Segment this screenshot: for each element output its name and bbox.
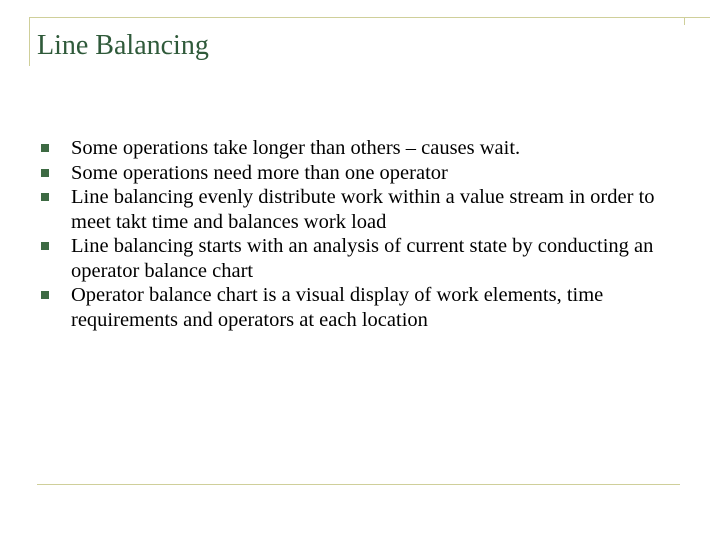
bullet-text: Operator balance chart is a visual display of work elements, time requirements and operators at each location: [71, 284, 604, 331]
bottom-border-line: [37, 484, 680, 485]
bullet-item: [38, 185, 678, 234]
square-bullet-icon: [41, 193, 49, 201]
right-border-tick: [684, 17, 685, 25]
bullet-item: [38, 161, 678, 186]
square-bullet-icon: [41, 242, 49, 250]
slide-title: Line Balancing: [37, 30, 209, 61]
top-border-line: [30, 17, 710, 18]
bullet-text: Some operations need more than one operator: [71, 161, 448, 184]
bullet-item: [38, 136, 678, 161]
bullet-item: [38, 283, 678, 332]
square-bullet-icon: [41, 144, 49, 152]
bullet-text: Line balancing evenly distribute work within a value stream in order to meet takt time and balances work load: [71, 186, 655, 233]
square-bullet-icon: [41, 169, 49, 177]
bullet-list: [38, 136, 678, 332]
bullet-text: Some operations take longer than others – causes wait.: [71, 137, 521, 159]
square-bullet-icon: [41, 291, 49, 299]
bullet-text: Line balancing starts with an analysis of current state by conducting an operator balance chart: [71, 235, 654, 282]
bullet-item: [38, 234, 678, 283]
left-border-line: [29, 17, 30, 66]
